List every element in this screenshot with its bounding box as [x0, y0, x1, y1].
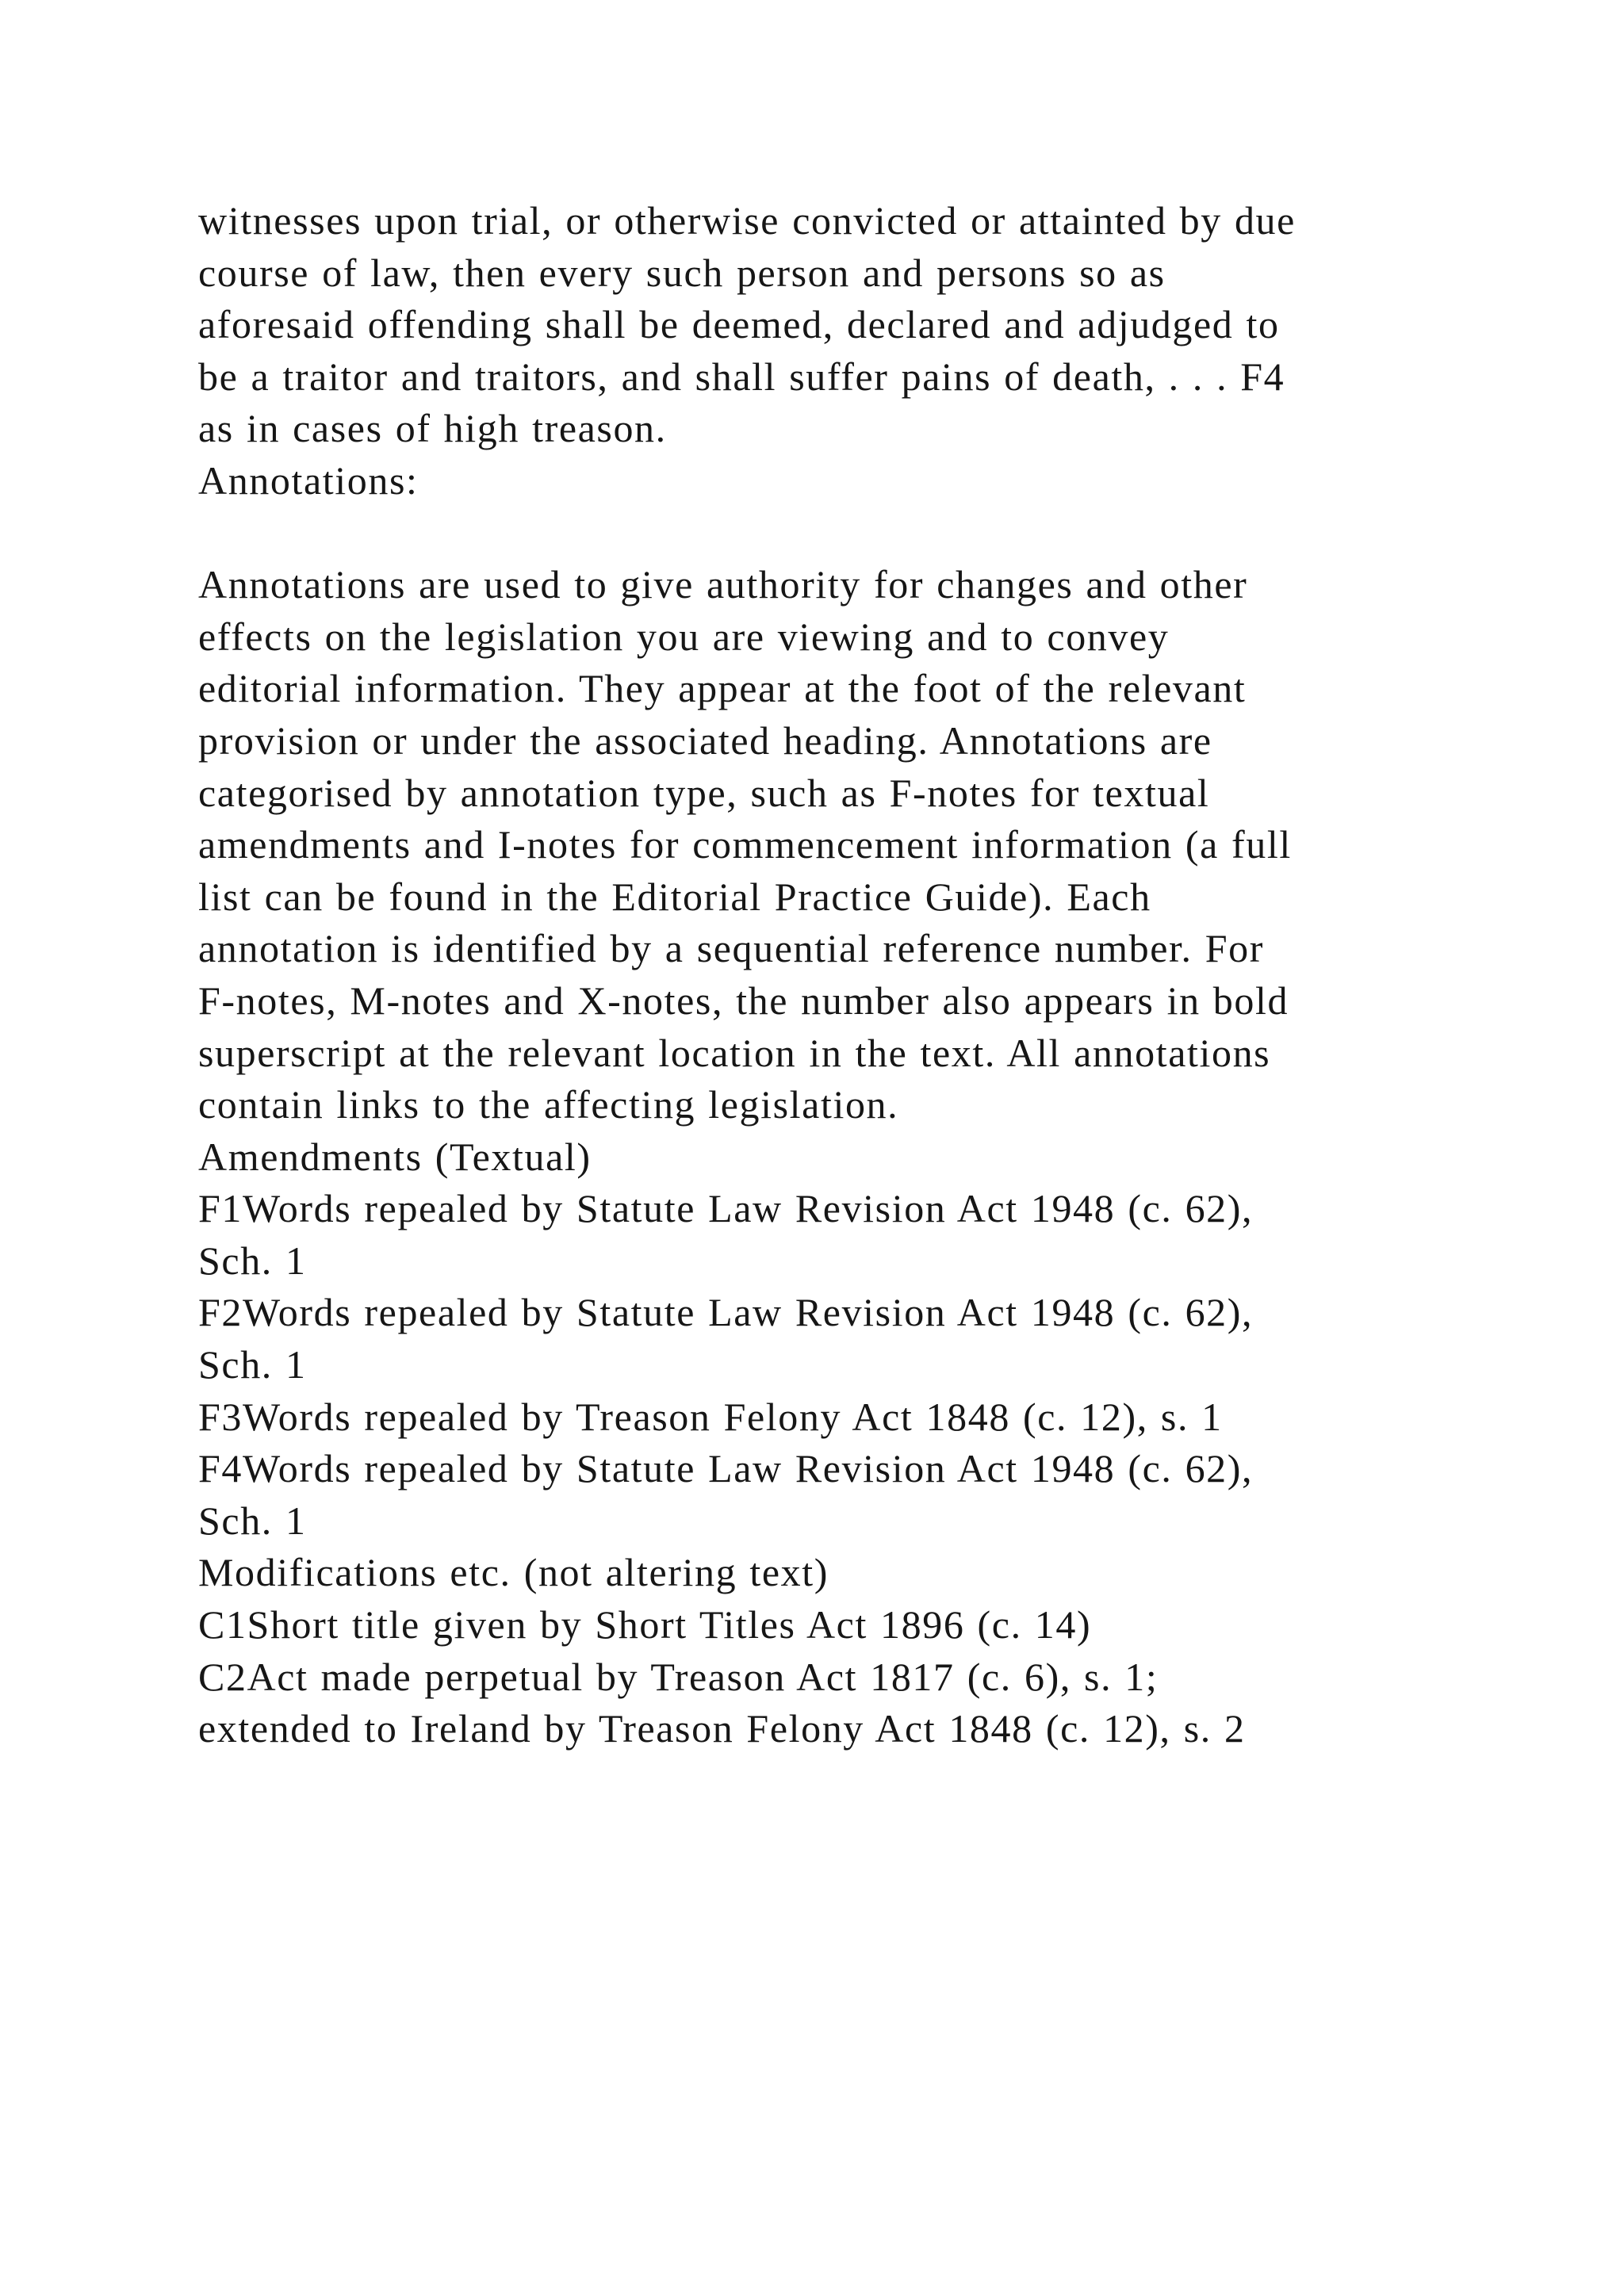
amendment-note-f1: F1Words repealed by Statute Law Revision Act 1948 (c. 62), [198, 1186, 1254, 1231]
annotations-paragraph-line: effects on the legislation you are viewing and to convey [198, 614, 1170, 659]
body-text-line: be a traitor and traitors, and shall suffer pains of death, . . . F4 [198, 354, 1285, 399]
annotations-heading: Annotations: [198, 457, 419, 503]
modifications-heading: Modifications etc. (not altering text) [198, 1550, 829, 1595]
annotations-paragraph-line: list can be found in the Editorial Practice Guide). Each [198, 874, 1151, 919]
body-text-line: aforesaid offending shall be deemed, declared and adjudged to [198, 302, 1280, 347]
modification-note-c2: C2Act made perpetual by Treason Act 1817 (c. 6), s. 1; [198, 1654, 1159, 1699]
annotations-paragraph-line: superscript at the relevant location in the text. All annotations [198, 1030, 1271, 1075]
amendment-note-f1-continued: Sch. 1 [198, 1238, 307, 1283]
modification-note-c1: C1Short title given by Short Titles Act 1896 (c. 14) [198, 1602, 1092, 1647]
annotations-paragraph-line: amendments and I-notes for commencement information (a full [198, 822, 1292, 867]
annotations-paragraph-line: editorial information. They appear at the foot of the relevant [198, 666, 1247, 711]
annotations-paragraph-line: Annotations are used to give authority for changes and other [198, 562, 1248, 607]
annotations-paragraph-line: annotation is identified by a sequential reference number. For [198, 926, 1264, 971]
amendment-note-f2: F2Words repealed by Statute Law Revision Act 1948 (c. 62), [198, 1290, 1254, 1335]
annotations-paragraph-line: categorised by annotation type, such as F-notes for textual [198, 770, 1210, 815]
annotations-paragraph-line: F-notes, M-notes and X-notes, the number also appears in bold [198, 978, 1289, 1023]
document-text [198, 195, 1435, 1755]
amendment-note-f4: F4Words repealed by Statute Law Revision Act 1948 (c. 62), [198, 1446, 1254, 1491]
blank-line [198, 507, 1435, 560]
modification-note-c2-continued: extended to Ireland by Treason Felony Act 1848 (c. 12), s. 2 [198, 1706, 1246, 1751]
annotations-paragraph-line: provision or under the associated heading. Annotations are [198, 718, 1212, 763]
amendments-heading: Amendments (Textual) [198, 1134, 592, 1179]
body-text-line: witnesses upon trial, or otherwise convicted or attainted by due [198, 198, 1296, 243]
amendment-note-f2-continued: Sch. 1 [198, 1342, 307, 1387]
annotations-paragraph-line: contain links to the affecting legislation. [198, 1082, 899, 1127]
amendment-note-f3: F3Words repealed by Treason Felony Act 1848 (c. 12), s. 1 [198, 1394, 1223, 1439]
amendment-note-f4-continued: Sch. 1 [198, 1498, 307, 1543]
body-text-line: as in cases of high treason. [198, 406, 667, 451]
body-text-line: course of law, then every such person and persons so as [198, 250, 1166, 295]
